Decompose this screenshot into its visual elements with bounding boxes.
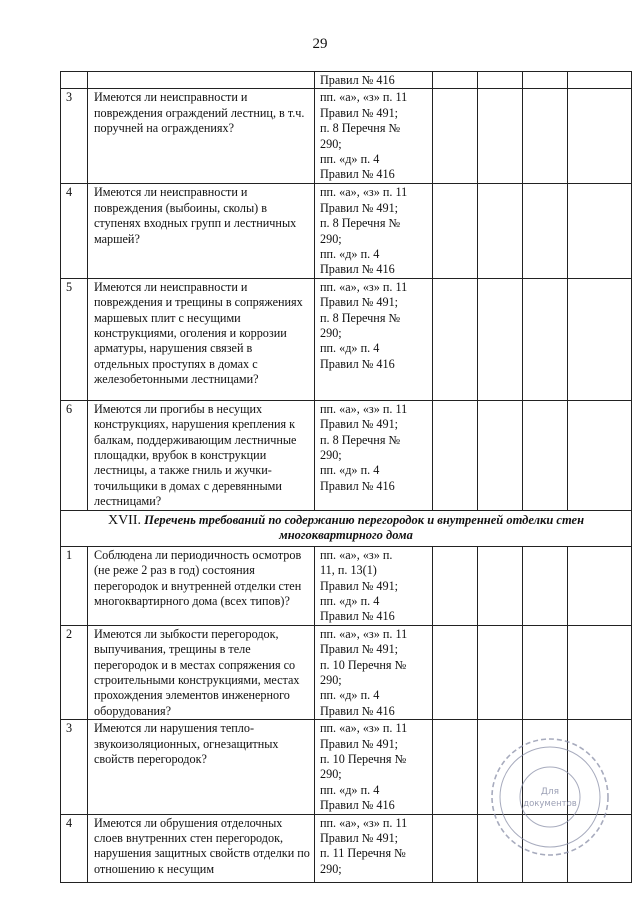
answer-na-cell	[523, 72, 568, 89]
row-question: Имеются ли прогибы в несущих конструкциях, нарушения крепления к балкам, поддерживающим лестничные площадки, врубок в конструкции лестницы, а также гниль и жучки-точильщики в домах с деревянными лестницами?	[88, 400, 315, 510]
row-number: 3	[61, 89, 88, 184]
row-number: 2	[61, 625, 88, 719]
table-row	[61, 278, 632, 400]
answer-no-cell	[478, 72, 523, 89]
table-row	[61, 625, 632, 719]
stamp-line2: документов	[523, 799, 577, 809]
row-reference: Правил № 416	[315, 72, 433, 89]
row-number: 4	[61, 184, 88, 278]
answer-na-cell	[523, 278, 568, 400]
answer-yes-cell	[433, 546, 478, 625]
row-reference: пп. «а», «з» п. 11 Правил № 491; п. 8 Перечня № 290; пп. «д» п. 4 Правил № 416	[315, 278, 433, 400]
table-row	[61, 72, 632, 89]
row-number: 1	[61, 546, 88, 625]
round-stamp-icon	[487, 734, 613, 860]
table-row	[61, 546, 632, 625]
row-number: 5	[61, 278, 88, 400]
answer-yes-cell	[433, 814, 478, 882]
answer-no-cell	[478, 400, 523, 510]
answer-no-cell	[478, 278, 523, 400]
row-reference: пп. «а», «з» п. 11, п. 13(1) Правил № 491; пп. «д» п. 4 Правил № 416	[315, 546, 433, 625]
row-question: Имеются ли обрушения отделочных слоев внутренних стен перегородок, нарушения защитных свойств отделки по отношению к несущим	[88, 814, 315, 882]
row-number: 3	[61, 720, 88, 814]
row-reference: пп. «а», «з» п. 11 Правил № 491; п. 8 Перечня № 290; пп. «д» п. 4 Правил № 416	[315, 89, 433, 184]
section-title: Перечень требований по содержанию перегородок и внутренней отделки стен многоквартирного дома	[144, 512, 585, 542]
table-row	[61, 400, 632, 510]
row-number: 6	[61, 400, 88, 510]
row-question: Имеются ли зыбкости перегородок, выпучивания, трещины в теле перегородок и в местах сопряжения со строительными конструкциями, местах прохождения элементов инженерного оборудования?	[88, 625, 315, 719]
note-cell	[568, 546, 632, 625]
answer-yes-cell	[433, 72, 478, 89]
row-reference: пп. «а», «з» п. 11 Правил № 491; п. 8 Перечня № 290; пп. «д» п. 4 Правил № 416	[315, 400, 433, 510]
row-reference: пп. «а», «з» п. 11 Правил № 491; п. 11 Перечня № 290;	[315, 814, 433, 882]
note-cell	[568, 184, 632, 278]
answer-no-cell	[478, 89, 523, 184]
row-question: Имеются ли нарушения тепло- звукоизоляционных, огнезащитных свойств перегородок?	[88, 720, 315, 814]
note-cell	[568, 278, 632, 400]
note-cell	[568, 400, 632, 510]
row-reference: пп. «а», «з» п. 11 Правил № 491; п. 10 Перечня № 290; пп. «д» п. 4 Правил № 416	[315, 720, 433, 814]
answer-no-cell	[478, 625, 523, 719]
row-question: Имеются ли неисправности и повреждения и трещины в сопряжениях маршевых плит с несущими конструкциями, оголения и коррозии арматуры, нарушения связей в отдельных проступях в домах с железобетонными лестницами?	[88, 278, 315, 400]
answer-yes-cell	[433, 720, 478, 814]
row-number	[61, 72, 88, 89]
answer-yes-cell	[433, 400, 478, 510]
row-number: 4	[61, 814, 88, 882]
stamp-line1: Для	[540, 787, 560, 797]
row-question	[88, 72, 315, 89]
table-row	[61, 89, 632, 184]
row-question: Имеются ли неисправности и повреждения ограждений лестниц, в т.ч. поручней на ограждениях?	[88, 89, 315, 184]
answer-na-cell	[523, 625, 568, 719]
section-number: XVII.	[107, 512, 141, 528]
note-cell	[568, 72, 632, 89]
page-number: 29	[312, 36, 328, 52]
answer-na-cell	[523, 400, 568, 510]
section-header	[61, 510, 632, 546]
row-question: Имеются ли неисправности и повреждения (выбоины, сколы) в ступенях входных групп и лестничных маршей?	[88, 184, 315, 278]
answer-yes-cell	[433, 625, 478, 719]
answer-yes-cell	[433, 184, 478, 278]
answer-yes-cell	[433, 278, 478, 400]
answer-na-cell	[523, 89, 568, 184]
section-header-row	[61, 510, 632, 546]
note-cell	[568, 625, 632, 719]
answer-na-cell	[523, 546, 568, 625]
row-reference: пп. «а», «з» п. 11 Правил № 491; п. 10 Перечня № 290; пп. «д» п. 4 Правил № 416	[315, 625, 433, 719]
row-reference: пп. «а», «з» п. 11 Правил № 491; п. 8 Перечня № 290; пп. «д» п. 4 Правил № 416	[315, 184, 433, 278]
answer-no-cell	[478, 546, 523, 625]
answer-no-cell	[478, 184, 523, 278]
answer-yes-cell	[433, 89, 478, 184]
answer-na-cell	[523, 184, 568, 278]
row-question: Соблюдена ли периодичность осмотров (не реже 2 раз в год) состояния перегородок и внутренней отделки стен многоквартирного дома (всех типов)?	[88, 546, 315, 625]
note-cell	[568, 89, 632, 184]
table-row	[61, 184, 632, 278]
